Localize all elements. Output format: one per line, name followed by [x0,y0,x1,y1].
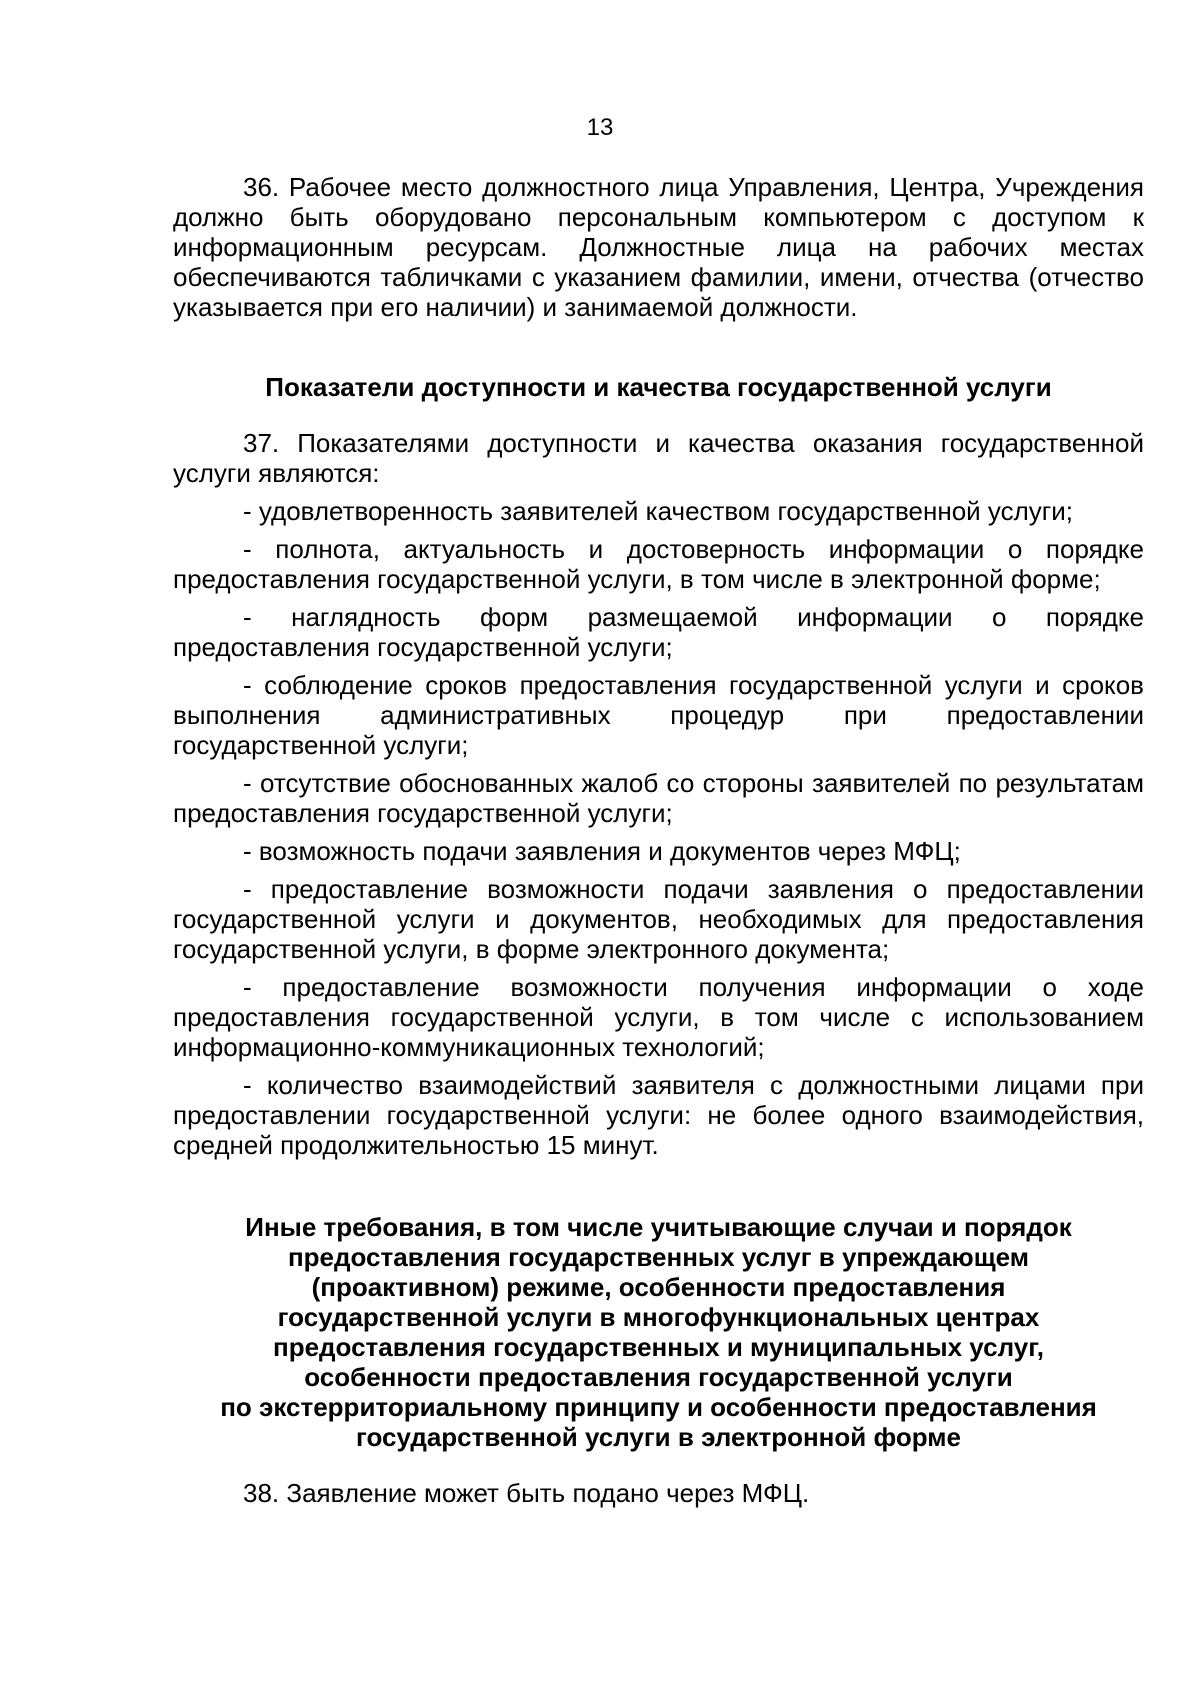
indicator-item: - отсутствие обоснованных жалоб со стороны заявителей по результатам предоставления государственной услуги; [173,768,1144,828]
heading-line: Иные требования, в том числе учитывающие случаи и порядок [245,1212,1072,1242]
paragraph-37-intro: 37. Показателями доступности и качества оказания государственной услуги являются: [173,428,1144,488]
indicator-item: - предоставление возможности подачи заявления о предоставлении государственной услуги и документов, необходимых для предоставления государственной услуги, в форме электронного документа; [173,874,1144,964]
heading-indicators: Показатели доступности и качества государственной услуги [265,372,1052,402]
indicator-item: - возможность подачи заявления и документов через МФЦ; [243,836,961,866]
indicator-item: - удовлетворенность заявителей качеством государственной услуги; [243,496,1074,526]
heading-line: по экстерриториальному принципу и особенности предоставления [220,1392,1097,1422]
document-body [173,172,1144,1516]
indicator-item: - полнота, актуальность и достоверность информации о порядке предоставления государственной услуги, в том числе в электронной форме; [173,534,1144,594]
indicator-item: - количество взаимодействий заявителя с должностными лицами при предоставлении государственной услуги: не более одного взаимодействия, средней продолжительностью 15 минут. [173,1070,1144,1160]
heading-other-requirements [173,1212,1144,1452]
heading-line: предоставления государственных услуг в упреждающем [287,1242,1030,1272]
heading-line: государственной услуги в многофункциональных центрах [277,1302,1040,1332]
heading-line: (проактивном) режиме, особенности предоставления [311,1272,1006,1302]
page-number: 13 [586,114,614,141]
paragraph-38: 38. Заявление может быть подано через МФЦ. [243,1478,810,1508]
indicator-item: - предоставление возможности получения информации о ходе предоставления государственной услуги, в том числе с использованием информационно-коммуникационных технологий; [173,972,1144,1062]
heading-line: предоставления государственных и муниципальных услуг, [273,1332,1044,1362]
heading-line: государственной услуги в электронной форме [356,1422,961,1452]
heading-line: особенности предоставления государственной услуги [304,1362,1013,1392]
indicator-item: - наглядность форм размещаемой информации о порядке предоставления государственной услуги; [173,602,1144,662]
paragraph-36: 36. Рабочее место должностного лица Управления, Центра, Учреждения должно быть оборудовано персональным компьютером с доступом к информационным ресурсам. Должностные лица на рабочих местах обеспечиваются табличками с указанием фамилии, имени, отчества (отчество указывается при его наличии) и занимаемой должности. [173,172,1144,322]
indicator-item: - соблюдение сроков предоставления государственной услуги и сроков выполнения административных процедур при предоставлении государственной услуги; [173,670,1144,760]
